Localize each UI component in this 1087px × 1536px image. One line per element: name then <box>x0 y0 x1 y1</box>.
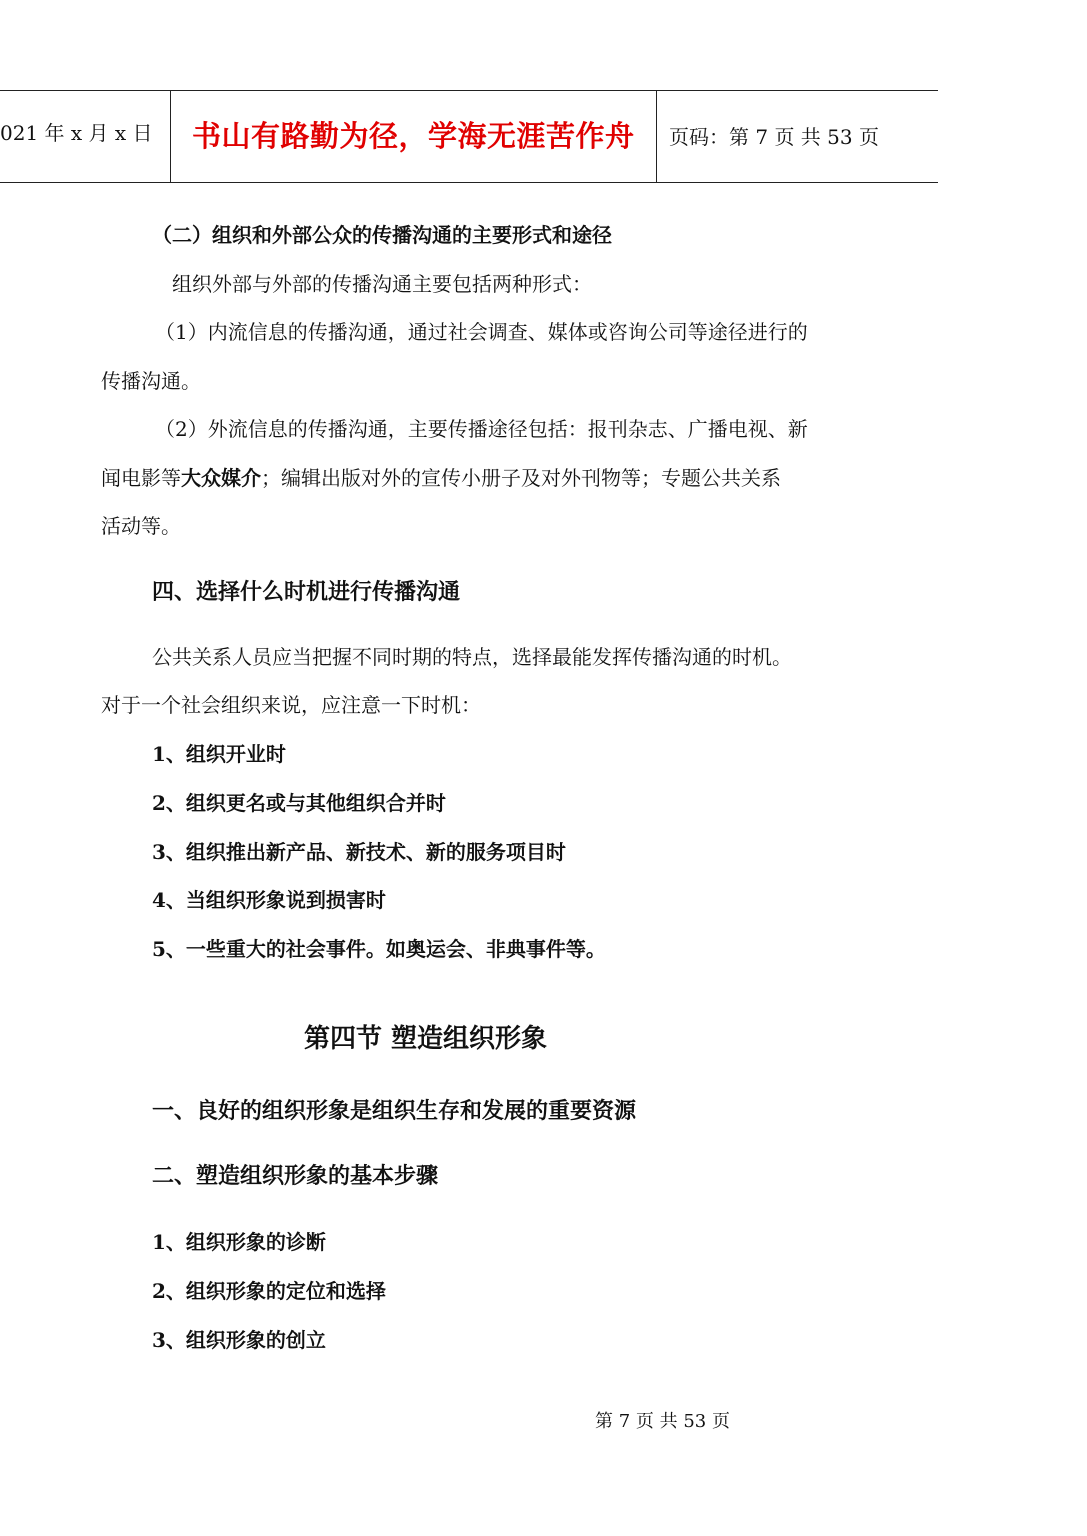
timing-item: 4、当组织形象说到损害时 <box>152 888 386 912</box>
item1-line1: （1）内流信息的传播沟通，通过社会调查、媒体或咨询公司等途径进行的 <box>155 320 808 344</box>
sub-heading: （二）组织和外部公众的传播沟通的主要形式和途径 <box>152 223 612 247</box>
heading-image-steps: 二、塑造组织形象的基本步骤 <box>152 1163 439 1189</box>
step-item: 1、组织形象的诊断 <box>152 1230 326 1254</box>
timing-item: 2、组织更名或与其他组织合并时 <box>152 791 446 815</box>
header-divider-right <box>656 90 657 182</box>
timing-item: 5、一些重大的社会事件。如奥运会、非典事件等。 <box>152 937 606 961</box>
timing-line2: 对于一个社会组织来说，应注意一下时机： <box>101 693 481 717</box>
item2-line2-end: ；编辑出版对外的宣传小册子及对外刊物等；专题公共关系 <box>261 466 781 490</box>
item2-line2 <box>101 463 781 493</box>
timing-line1: 公共关系人员应当把握不同时期的特点，选择最能发挥传播沟通的时机。 <box>152 645 792 669</box>
heading-image-resource: 一、良好的组织形象是组织生存和发展的重要资源 <box>152 1098 637 1124</box>
intro-paragraph: 组织外部与外部的传播沟通主要包括两种形式： <box>172 272 592 296</box>
mass-media-term: 大众媒介 <box>181 466 261 490</box>
step-item: 2、组织形象的定位和选择 <box>152 1279 386 1303</box>
header-motto: 书山有路勤为径，学海无涯苦作舟 <box>192 119 635 153</box>
item2-line2-start: 闻电影等 <box>101 466 181 490</box>
section-title: 第四节 塑造组织形象 <box>304 1024 548 1054</box>
header-top-rule <box>0 90 938 91</box>
timing-item: 1、组织开业时 <box>152 742 286 766</box>
footer-page-number: 第 7 页 共 53 页 <box>595 1411 730 1432</box>
header-bottom-rule <box>0 182 938 183</box>
item2-line3: 活动等。 <box>101 514 181 538</box>
step-item: 3、组织形象的创立 <box>152 1328 326 1352</box>
header-divider-left <box>170 90 171 182</box>
item1-line2: 传播沟通。 <box>101 369 201 393</box>
heading-timing: 四、选择什么时机进行传播沟通 <box>152 579 461 605</box>
header-page-info: 页码：第 7 页 共 53 页 <box>669 125 879 149</box>
header-date: 021 年 x 月 x 日 <box>0 121 153 145</box>
timing-item: 3、组织推出新产品、新技术、新的服务项目时 <box>152 840 566 864</box>
item2-line1: （2）外流信息的传播沟通，主要传播途径包括：报刊杂志、广播电视、新 <box>155 417 808 441</box>
